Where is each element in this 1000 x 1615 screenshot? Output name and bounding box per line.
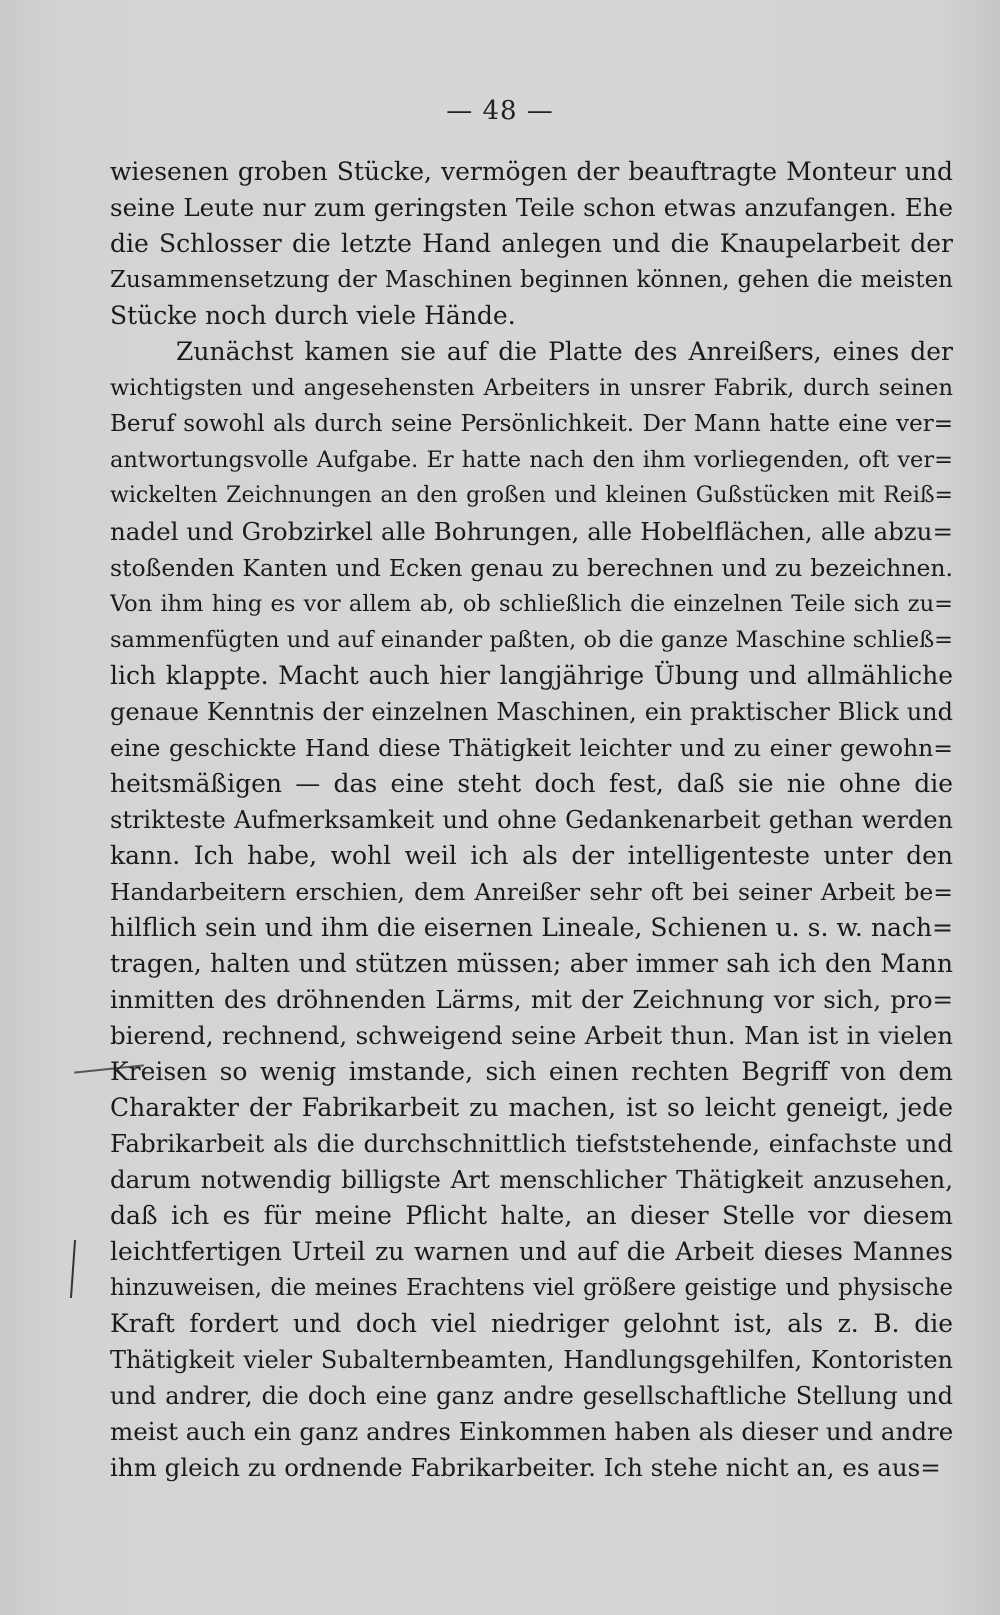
text-line: ihm gleich zu ordnende Fabrikarbeiter. Ich stehe nicht an, es aus= — [110, 1453, 941, 1482]
text-line: Thätigkeit vieler Subalternbeamten, Handlungsgehilfen, Kontoristen — [110, 1346, 953, 1374]
text-line: Handarbeitern erschien, dem Anreißer sehr oft bei seiner Arbeit be= — [110, 878, 953, 906]
page-number: — 48 — — [446, 96, 554, 126]
text-line: daß ich es für meine Pflicht halte, an dieser Stelle vor diesem — [110, 1201, 953, 1230]
text-line: Fabrikarbeit als die durchschnittlich tiefststehende, einfachste und — [110, 1129, 953, 1158]
text-line: sammenfügten und auf einander paßten, ob die ganze Maschine schließ= — [110, 627, 953, 653]
text-line: wickelten Zeichnungen an den großen und kleinen Gußstücken mit Reiß= — [110, 483, 953, 508]
text-line: wichtigsten und angesehensten Arbeiters in unsrer Fabrik, durch seinen — [110, 375, 953, 401]
text-line: genaue Kenntnis der einzelnen Maschinen, ein praktischer Blick und — [110, 698, 953, 726]
text-line: Stücke noch durch viele Hände. — [110, 301, 516, 330]
text-line: leichtfertigen Urteil zu warnen und auf die Arbeit dieses Mannes — [110, 1237, 953, 1266]
body-text — [110, 154, 953, 1486]
text-line: Zunächst kamen sie auf die Platte des Anreißers, eines der — [176, 337, 953, 366]
text-line: kann. Ich habe, wohl weil ich als der intelligenteste unter den — [110, 841, 953, 870]
text-line: Zusammensetzung der Maschinen beginnen können, gehen die meisten — [110, 267, 953, 293]
text-line: Charakter der Fabrikarbeit zu machen, ist so leicht geneigt, jede — [110, 1093, 953, 1122]
text-line: inmitten des dröhnenden Lärms, mit der Zeichnung vor sich, pro= — [110, 985, 953, 1014]
text-line: wiesenen groben Stücke, vermögen der beauftragte Monteur und — [110, 157, 953, 186]
text-line: antwortungsvolle Aufgabe. Er hatte nach den ihm vorliegenden, oft ver= — [110, 447, 953, 473]
text-line: strikteste Aufmerksamkeit und ohne Gedankenarbeit gethan werden — [110, 806, 953, 834]
pencil-margin-mark — [70, 1240, 76, 1298]
text-line: hinzuweisen, die meines Erachtens viel größere geistige und physische — [110, 1275, 953, 1301]
text-line: die Schlosser die letzte Hand anlegen und die Knaupelarbeit der — [110, 229, 953, 258]
text-line: und andrer, die doch eine ganz andre gesellschaftliche Stellung und — [110, 1382, 953, 1410]
text-line: bierend, rechnend, schweigend seine Arbeit thun. Man ist in vielen — [110, 1021, 953, 1050]
text-line: Kreisen so wenig imstande, sich einen rechten Begriff von dem — [110, 1057, 953, 1086]
text-line: tragen, halten und stützen müssen; aber immer sah ich den Mann — [110, 949, 953, 978]
text-line: seine Leute nur zum geringsten Teile schon etwas anzufangen. Ehe — [110, 193, 953, 222]
text-line: lich klappte. Macht auch hier langjährige Übung und allmähliche — [110, 661, 953, 690]
text-line: heitsmäßigen — das eine steht doch fest, daß sie nie ohne die — [110, 769, 953, 798]
text-line: meist auch ein ganz andres Einkommen haben als dieser und andre — [110, 1417, 953, 1446]
text-line: darum notwendig billigste Art menschlicher Thätigkeit anzusehen, — [110, 1165, 953, 1194]
text-line: hilflich sein und ihm die eisernen Lineale, Schienen u. s. w. nach= — [110, 913, 953, 942]
text-line: eine geschickte Hand diese Thätigkeit leichter und zu einer gewohn= — [110, 734, 953, 762]
text-line: Beruf sowohl als durch seine Persönlichkeit. Der Mann hatte eine ver= — [110, 411, 953, 437]
text-line: Von ihm hing es vor allem ab, ob schließlich die einzelnen Teile sich zu= — [110, 591, 953, 617]
text-line: nadel und Grobzirkel alle Bohrungen, alle Hobelflächen, alle abzu= — [110, 517, 953, 546]
text-line: Kraft fordert und doch viel niedriger gelohnt ist, als z. B. die — [110, 1309, 953, 1338]
text-line: stoßenden Kanten und Ecken genau zu berechnen und zu bezeichnen. — [110, 554, 953, 582]
